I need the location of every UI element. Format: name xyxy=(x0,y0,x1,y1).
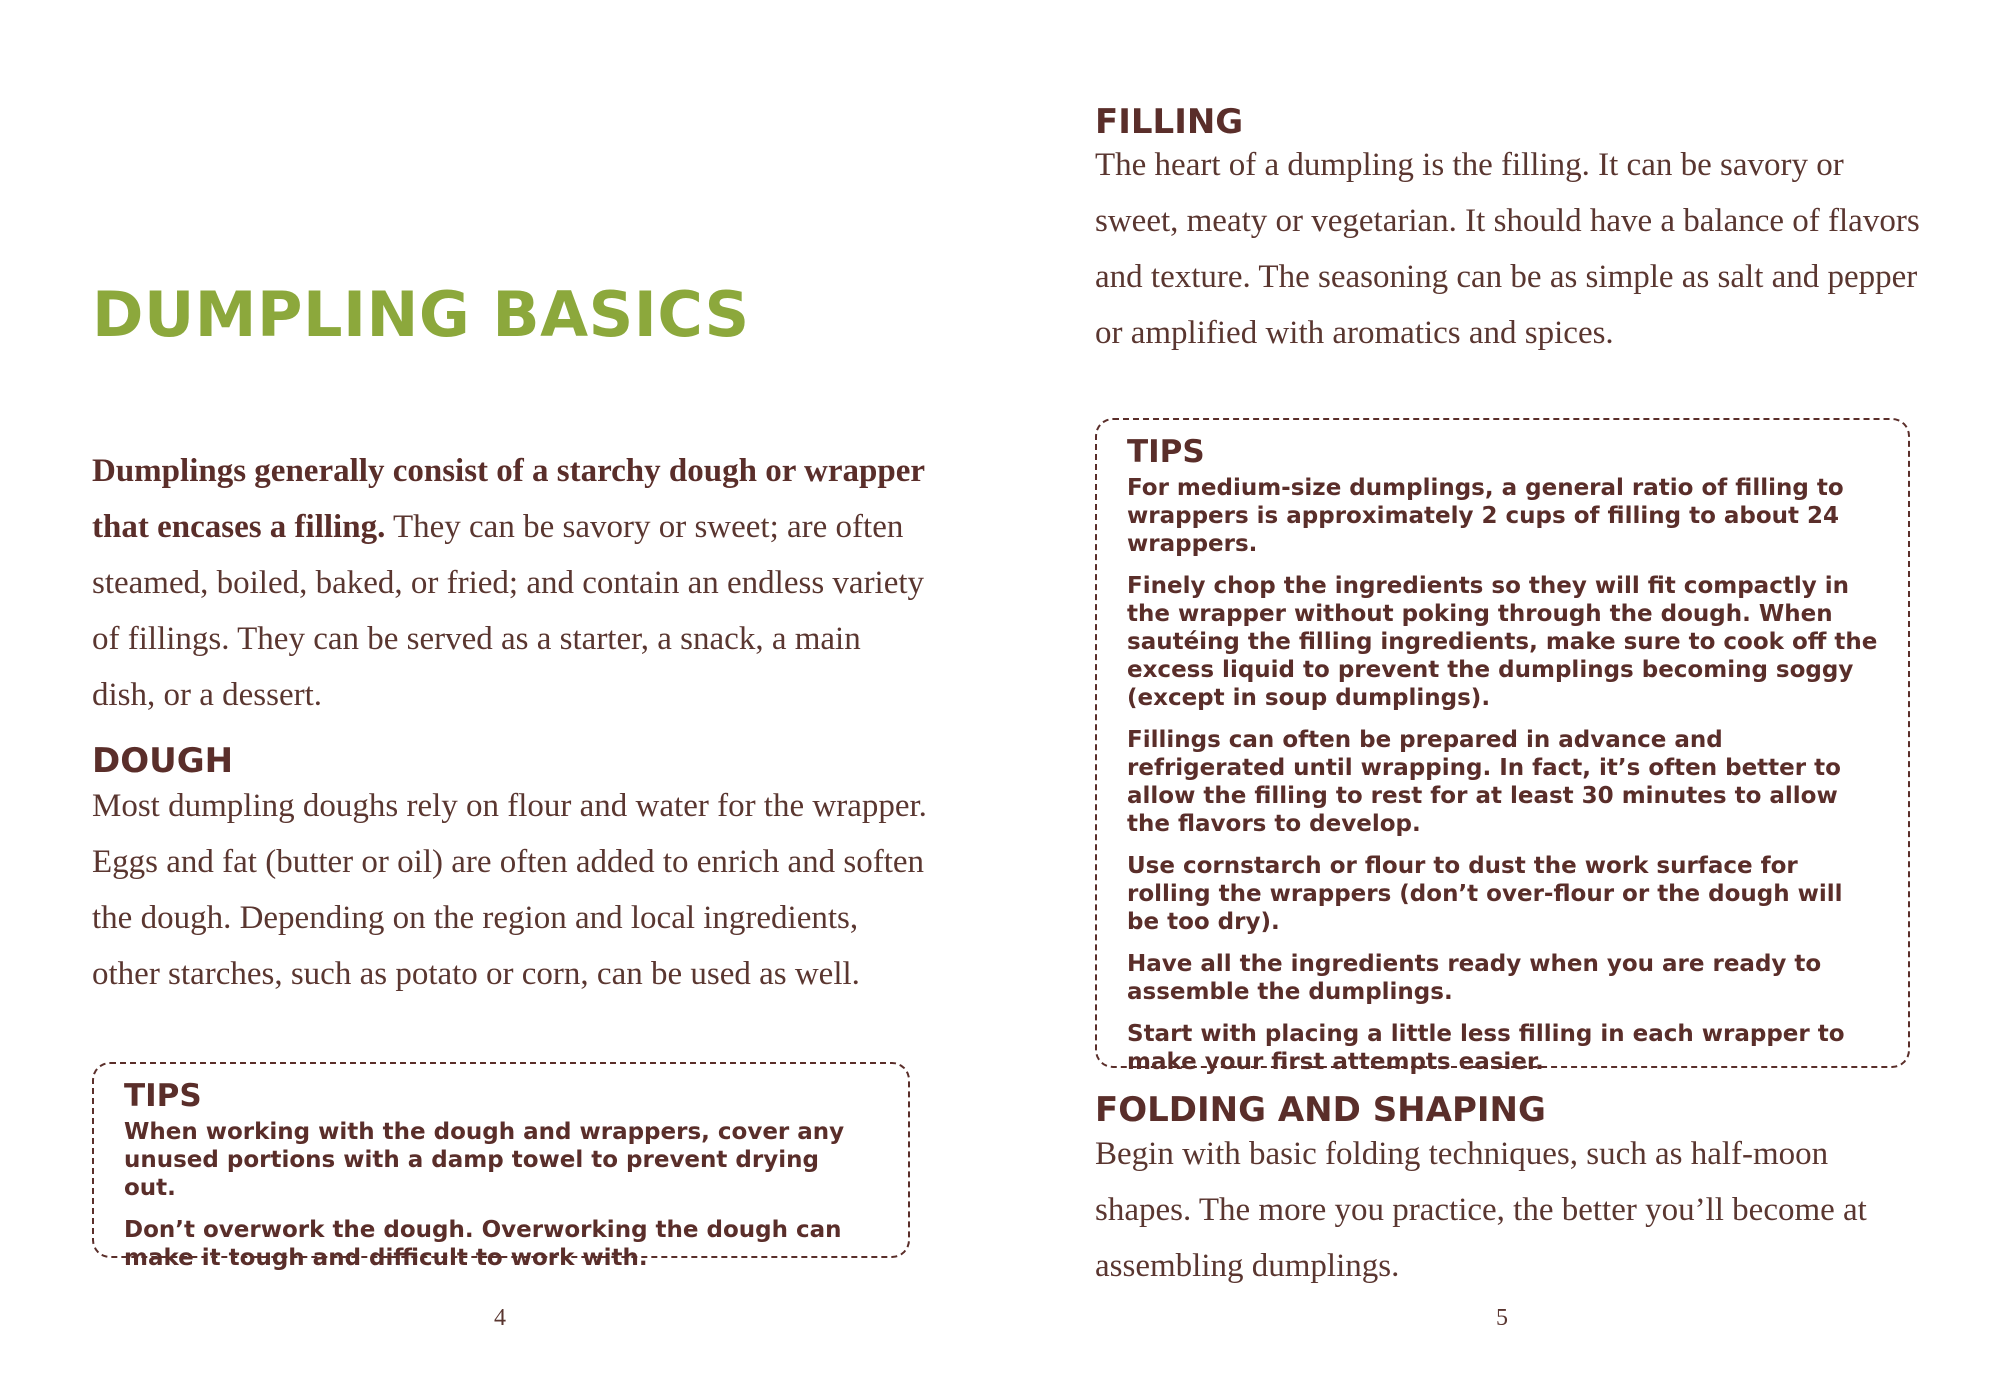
filling-tips-heading: TIPS xyxy=(1127,434,1205,470)
filling-tips-list xyxy=(1127,474,1878,1076)
tip-item: For medium-size dumplings, a general ratio of filling to wrappers is approximately 2 cups of filling to about 24 wrappers. xyxy=(1127,475,1844,557)
tip-item: Don’t overwork the dough. Overworking the dough can make it tough and difficult to work with. xyxy=(124,1217,842,1271)
filling-tips-box xyxy=(1095,418,1910,1075)
folding-heading: FOLDING AND SHAPING xyxy=(1095,1090,1546,1130)
tip-item: Fillings can often be prepared in advance and refrigerated until wrapping. In fact, it’s often better to allow the filling to rest for at least 30 minutes to allow the flavors to develop. xyxy=(1127,727,1841,837)
tip-item: Start with placing a little less filling in each wrapper to make your first attempts easier. xyxy=(1127,1021,1845,1075)
tip-item: Finely chop the ingredients so they will fit compactly in the wrapper without poking through the dough. When sautéing the filling ingredients, make sure to cook off the excess liquid to prevent the dumplings becoming soggy (except in soup dumplings). xyxy=(1127,573,1878,711)
folding-paragraph: Begin with basic folding techniques, such as half-moon shapes. The more you practice, the better you’ll become at assembling dumplings. xyxy=(1095,1136,1867,1284)
page-number-right: 5 xyxy=(1496,1305,1508,1331)
dough-heading: DOUGH xyxy=(92,741,234,781)
dough-tips-box xyxy=(92,1062,910,1271)
dough-tips-list xyxy=(124,1118,878,1272)
intro-paragraph xyxy=(92,443,932,723)
page-title: DUMPLING BASICS xyxy=(92,278,750,351)
right-page xyxy=(1000,0,2000,1375)
dough-paragraph: Most dumpling doughs rely on flour and water for the wrapper. Eggs and fat (butter or oil) are often added to enrich and soften the dough. Depending on the region and local ingredients, other starches, such as potato or corn, can be used as well. xyxy=(92,788,927,992)
page-number-left: 4 xyxy=(494,1305,506,1331)
tip-item: When working with the dough and wrappers, cover any unused portions with a damp towel to prevent drying out. xyxy=(124,1119,845,1201)
filling-heading: FILLING xyxy=(1095,102,1244,142)
tip-item: Have all the ingredients ready when you are ready to assemble the dumplings. xyxy=(1127,951,1822,1005)
intro-text: They can be savory or sweet; are often steamed, boiled, baked, or fried; and contain an endless variety of fillings. They can be served as a starter, a snack, a main dish, or a dessert. xyxy=(92,509,925,713)
dough-tips-heading: TIPS xyxy=(124,1078,202,1114)
intro-bold-lead: Dumplings generally consist of a starchy dough or wrapper that encases a filling. xyxy=(92,453,925,545)
tip-item: Use cornstarch or flour to dust the work surface for rolling the wrappers (don’t over-flour or the dough will be too dry). xyxy=(1127,853,1843,935)
filling-paragraph: The heart of a dumpling is the filling. It can be savory or sweet, meaty or vegetarian. It should have a balance of flavors and texture. The seasoning can be as simple as salt and pepper or amplified with aromatics and spices. xyxy=(1095,147,1920,351)
